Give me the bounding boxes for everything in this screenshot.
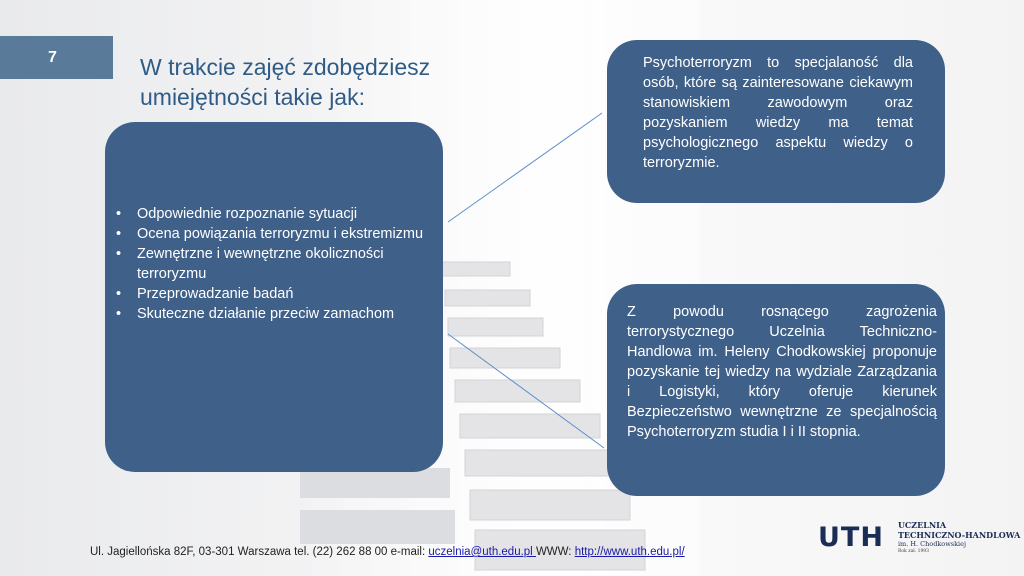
logo-line-4: Rok zał. 1993 xyxy=(897,549,930,554)
footer-address: Ul. Jagiellońska 82F, 03-301 Warszawa tel. (22) 262 88 00 e-mail: xyxy=(90,546,429,558)
email-link[interactable]: uczelnia@uth.edu.pl xyxy=(428,546,536,558)
psychoterrorism-info-text: Psychoterroryzm to specjalaność dla osób, które są zainteresowane ciekawym stanowiskiem zawodowym oraz pozyskaniem wiedzy ma temat psychologicznego aspektu wiedzy o terroryzmie. xyxy=(643,55,913,171)
page-number-badge xyxy=(0,36,113,79)
skill-item: • Skuteczne działanie przeciw zamachom xyxy=(113,304,433,324)
logo-line-2: TECHNICZNO-HANDLOWA xyxy=(897,530,1021,540)
slide-title: W trakcie zajęć zdobędziesz umiejętności takie jak: xyxy=(140,54,431,110)
skill-item: • Zewnętrzne i wewnętrzne okoliczności terroryzmu xyxy=(113,244,433,284)
website-link[interactable]: http://www.uth.edu.pl/ xyxy=(574,546,685,558)
skill-item: • Ocena powiązania terroryzmu i ekstremizmu xyxy=(113,224,433,244)
logo-line-1: UCZELNIA xyxy=(897,520,947,530)
psychoterrorism-info-card xyxy=(607,40,945,203)
uth-logo xyxy=(818,520,1020,555)
uth-logo-text xyxy=(898,520,1020,555)
university-offer-text: Z powodu rosnącego zagrożenia terrorystycznego Uczelnia Techniczno-Handlowa im. Heleny Chodkowskiej proponuje pozyskanie tej wiedzy na wydziale Zarządzania i Logistyki, który oferuje kierunek Bezpieczeństwo wewnętrzne ze specjalnością Psychoterroryzm studia I i II stopnia. xyxy=(627,304,937,440)
skills-list xyxy=(113,204,433,324)
university-offer-card xyxy=(607,284,945,496)
page-number: 7 xyxy=(48,48,57,66)
logo-line-3: im. H. Chodkowskiej xyxy=(897,540,966,548)
uth-logo-mark: UTH xyxy=(818,522,884,553)
skills-card xyxy=(105,122,443,472)
skill-item: • Przeprowadzanie badań xyxy=(113,284,433,304)
skill-item: • Odpowiednie rozpoznanie sytuacji xyxy=(113,204,433,224)
footer-contact xyxy=(90,546,685,558)
footer-www-label: WWW: xyxy=(535,546,575,558)
